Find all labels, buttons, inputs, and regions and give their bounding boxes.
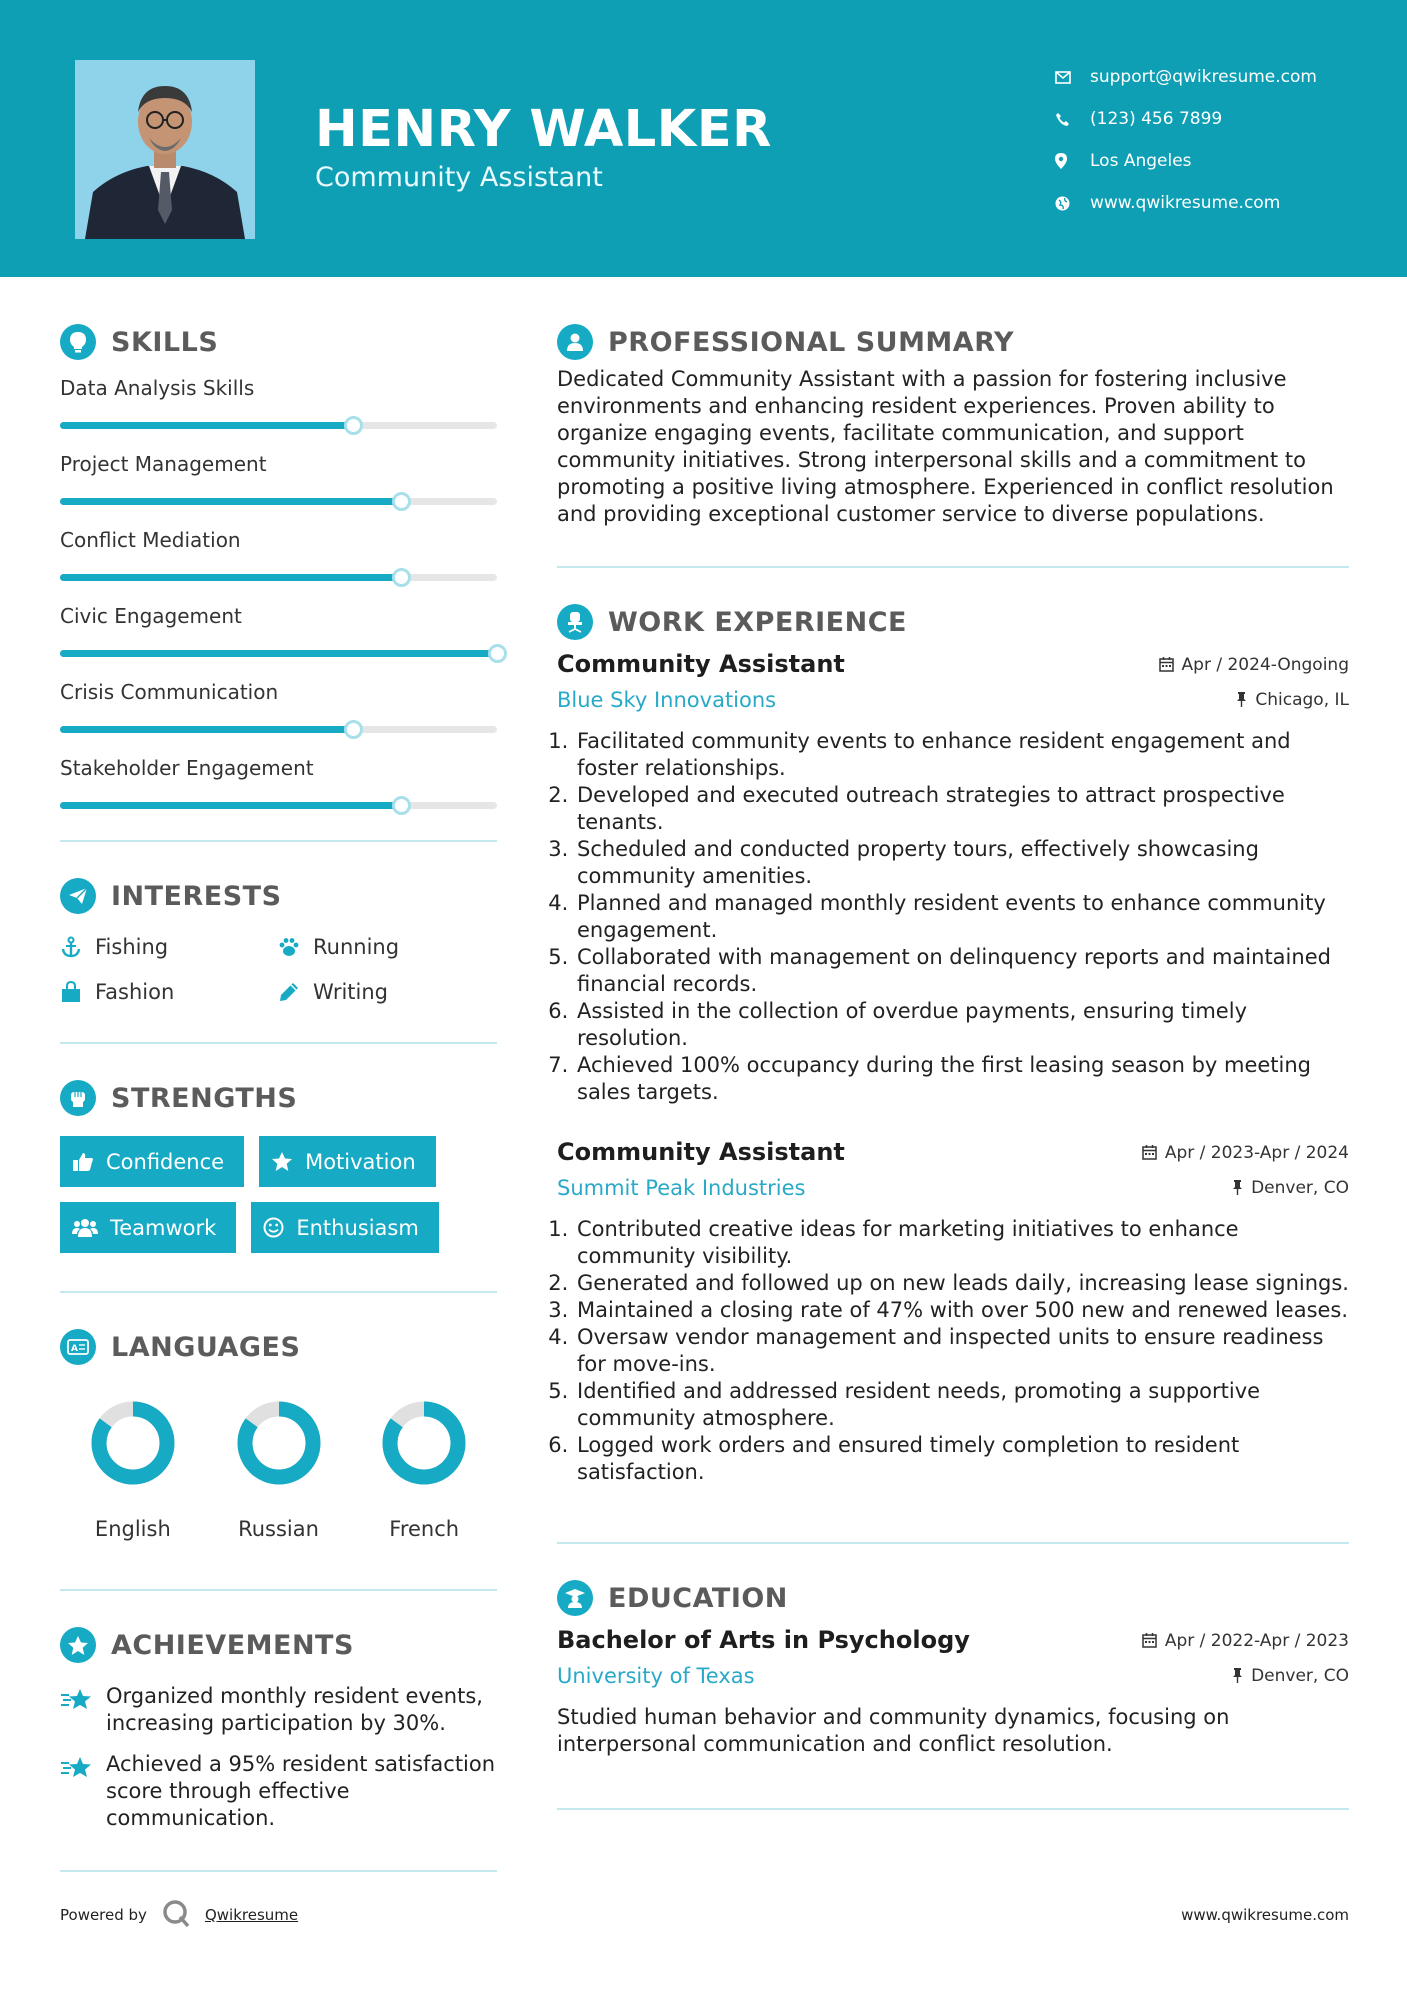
- language-level-ring: [378, 1397, 470, 1489]
- interest-label: Fishing: [95, 934, 169, 959]
- job-bullets: [557, 1216, 1349, 1486]
- skill-bar-fill: [60, 726, 353, 733]
- envelope-icon: [1055, 71, 1090, 84]
- job-bullets: [557, 728, 1349, 1106]
- summary-header: [557, 318, 1349, 366]
- languages-header: [60, 1323, 497, 1371]
- job-bullet: 2. Generated and followed up on new leads daily, increasing lease signings.: [575, 1270, 1349, 1297]
- language-item: [206, 1397, 352, 1541]
- fist-icon: [60, 1080, 96, 1116]
- strength-tag: [251, 1202, 438, 1253]
- candidate-name: HENRY WALKER: [315, 100, 772, 159]
- education-date-text: Apr / 2022-Apr / 2023: [1164, 1630, 1349, 1651]
- lightbulb-icon: [60, 324, 96, 360]
- graduate-icon: [557, 1580, 593, 1616]
- skill-item: [60, 528, 497, 594]
- skill-bar-fill: [60, 802, 401, 809]
- language-level-ring: [87, 1397, 179, 1489]
- job-bullet: 3. Scheduled and conducted property tours, effectively showcasing community amenities.: [575, 836, 1349, 890]
- pushpin-icon: [1232, 1180, 1243, 1195]
- job-location: [1232, 1178, 1349, 1198]
- calendar-icon: [1142, 1145, 1157, 1160]
- pushpin-icon: [1232, 1668, 1243, 1683]
- job-bullet: 6. Assisted in the collection of overdue payments, ensuring timely resolution.: [575, 998, 1349, 1052]
- strength-label: Enthusiasm: [296, 1215, 419, 1240]
- section-divider: [557, 1542, 1349, 1544]
- achievement-item: [60, 1683, 497, 1737]
- languages-list: [60, 1397, 497, 1541]
- section-divider: [557, 1808, 1349, 1810]
- skill-label: Data Analysis Skills: [60, 376, 255, 400]
- skill-bar: [60, 574, 497, 581]
- job-title: Community Assistant: [557, 650, 845, 678]
- interests-header: [60, 872, 497, 920]
- experience-title: WORK EXPERIENCE: [608, 606, 907, 638]
- skill-label: Civic Engagement: [60, 604, 242, 628]
- languages-title: LANGUAGES: [111, 1331, 301, 1363]
- skill-label: Crisis Communication: [60, 680, 279, 704]
- thumbs-up-icon: [72, 1152, 94, 1172]
- job-bullet: 4. Oversaw vendor management and inspected units to ensure readiness for move-ins.: [575, 1324, 1349, 1378]
- summary-title: PROFESSIONAL SUMMARY: [608, 326, 1015, 358]
- skill-bar-knob: [344, 416, 363, 435]
- globe-icon: [1055, 196, 1090, 211]
- job-bullet: 5. Identified and addressed resident needs, promoting a supportive community atmosphere.: [575, 1378, 1349, 1432]
- skill-bar-fill: [60, 650, 497, 657]
- language-item: [60, 1397, 206, 1541]
- education-location: [1232, 1666, 1349, 1686]
- skill-label: Stakeholder Engagement: [60, 756, 314, 780]
- education-description: Studied human behavior and community dynamics, focusing on interpersonal communication and conflict resolution.: [557, 1705, 1230, 1756]
- phone-icon: [1055, 112, 1090, 127]
- calendar-icon: [1142, 1633, 1157, 1648]
- star-icon: [271, 1151, 293, 1172]
- achievement-text: Achieved a 95% resident satisfaction score through effective communication.: [106, 1752, 496, 1830]
- skill-bar: [60, 422, 497, 429]
- skill-label: Conflict Mediation: [60, 528, 241, 552]
- skill-bar-knob: [392, 492, 411, 511]
- strength-tag: [60, 1202, 236, 1253]
- contact-email-text: support@qwikresume.com: [1090, 67, 1317, 87]
- job-title: Community Assistant: [557, 1138, 845, 1166]
- svg-text:A: A: [71, 1344, 78, 1354]
- strength-label: Teamwork: [110, 1215, 217, 1240]
- education-title: EDUCATION: [608, 1582, 788, 1614]
- anchor-icon: [60, 936, 95, 958]
- resume-header: [0, 0, 1407, 277]
- skill-bar-fill: [60, 574, 401, 581]
- interest-item: [278, 977, 496, 1006]
- job-bullet: 3. Maintained a closing rate of 47% with over 500 new and renewed leases.: [575, 1297, 1349, 1324]
- strengths-title: STRENGTHS: [111, 1082, 298, 1114]
- contact-phone-text: (123) 456 7899: [1090, 109, 1223, 129]
- interests-title: INTERESTS: [111, 880, 282, 912]
- contact-website[interactable]: [1055, 182, 1317, 224]
- interest-label: Fashion: [95, 979, 175, 1004]
- education-header: [557, 1574, 1349, 1622]
- job-date: [1159, 655, 1349, 675]
- interest-label: Running: [313, 934, 400, 959]
- achievements-header: [60, 1621, 497, 1669]
- right-column: [557, 318, 1349, 1810]
- achievement-text: Organized monthly resident events, increasing participation by 30%.: [106, 1684, 483, 1735]
- strength-label: Confidence: [106, 1149, 225, 1174]
- users-icon: [72, 1218, 98, 1238]
- job-bullet: 2. Developed and executed outreach strategies to attract prospective tenants.: [575, 782, 1349, 836]
- profile-photo: [75, 60, 255, 239]
- skill-bar: [60, 650, 497, 657]
- job-bullet: 4. Planned and managed monthly resident events to enhance community engagement.: [575, 890, 1349, 944]
- language-label: Russian: [238, 1517, 319, 1541]
- interest-item: [278, 932, 496, 961]
- achievement-item: [60, 1751, 497, 1832]
- shopping-bag-icon: [60, 981, 95, 1003]
- interest-item: [60, 932, 278, 961]
- contact-location-text: Los Angeles: [1090, 151, 1192, 171]
- education-date: [1142, 1631, 1349, 1651]
- job-bullet: 6. Logged work orders and ensured timely completion to resident satisfaction.: [575, 1432, 1349, 1486]
- experience-header: [557, 598, 1349, 646]
- job-date-text: Apr / 2023-Apr / 2024: [1164, 1142, 1349, 1163]
- skill-item: [60, 680, 497, 746]
- job-location-text: Chicago, IL: [1255, 689, 1349, 710]
- skills-list: [60, 376, 497, 822]
- skill-label: Project Management: [60, 452, 267, 476]
- achievements-title: ACHIEVEMENTS: [111, 1629, 354, 1661]
- smile-icon: [263, 1217, 284, 1238]
- contact-location: [1055, 140, 1317, 182]
- star-badge-icon: [60, 1627, 96, 1663]
- skill-bar-knob: [392, 568, 411, 587]
- office-chair-icon: [557, 604, 593, 640]
- footer-powered-by: [60, 1898, 298, 1932]
- candidate-role: Community Assistant: [315, 162, 603, 193]
- interest-label: Writing: [313, 979, 388, 1004]
- job-bullet: 7. Achieved 100% occupancy during the first leasing season by meeting sales targets.: [575, 1052, 1349, 1106]
- contact-website-text: www.qwikresume.com: [1090, 193, 1281, 213]
- section-divider: [60, 1870, 497, 1872]
- skill-item: [60, 604, 497, 670]
- brand-link[interactable]: Qwikresume: [204, 1906, 299, 1924]
- school-name: University of Texas: [557, 1664, 755, 1688]
- job-company: Blue Sky Innovations: [557, 688, 777, 712]
- section-divider: [60, 1042, 497, 1044]
- job-entry: [557, 650, 1349, 1106]
- job-company: Summit Peak Industries: [557, 1176, 806, 1200]
- job-location-text: Denver, CO: [1251, 1177, 1349, 1198]
- skill-bar: [60, 498, 497, 505]
- skill-bar-knob: [392, 796, 411, 815]
- skill-item: [60, 756, 497, 822]
- contact-phone[interactable]: [1055, 98, 1317, 140]
- job-bullet: 1. Contributed creative ideas for marketing initiatives to enhance community visibility.: [575, 1216, 1349, 1270]
- degree-title: Bachelor of Arts in Psychology: [557, 1626, 970, 1654]
- contact-list: [1055, 56, 1317, 224]
- section-divider: [60, 1589, 497, 1591]
- skill-bar: [60, 726, 497, 733]
- section-divider: [557, 566, 1349, 568]
- calendar-icon: [1159, 657, 1174, 672]
- language-item: [351, 1397, 497, 1541]
- paw-icon: [278, 936, 313, 958]
- language-level-ring: [233, 1397, 325, 1489]
- powered-by-label: Powered by: [60, 1906, 147, 1924]
- footer-website[interactable]: www.qwikresume.com: [1181, 1906, 1349, 1924]
- section-divider: [60, 840, 497, 842]
- qwikresume-logo-icon: [161, 1898, 191, 1932]
- strength-tag: [259, 1136, 436, 1187]
- interest-item: [60, 977, 278, 1006]
- skill-bar-fill: [60, 498, 401, 505]
- skill-bar: [60, 802, 497, 809]
- skill-bar-fill: [60, 422, 353, 429]
- pencil-icon: [278, 981, 313, 1003]
- strengths-header: [60, 1074, 497, 1122]
- strength-tag: [60, 1136, 244, 1187]
- contact-email[interactable]: [1055, 56, 1317, 98]
- skill-bar-knob: [344, 720, 363, 739]
- education-entry: [557, 1626, 1349, 1758]
- skills-title: SKILLS: [111, 326, 219, 358]
- skill-item: [60, 376, 497, 442]
- interests-list: [60, 932, 497, 1006]
- strength-label: Motivation: [305, 1149, 416, 1174]
- strengths-list: [60, 1136, 497, 1253]
- job-entry: [557, 1138, 1349, 1486]
- skill-item: [60, 452, 497, 518]
- job-date-text: Apr / 2024-Ongoing: [1181, 654, 1349, 675]
- job-bullet: 5. Collaborated with management on delinquency reports and maintained financial records.: [575, 944, 1349, 998]
- user-icon: [557, 324, 593, 360]
- education-location-text: Denver, CO: [1251, 1665, 1349, 1686]
- skill-bar-knob: [488, 644, 507, 663]
- job-location: [1236, 690, 1349, 710]
- skills-header: [60, 318, 497, 366]
- language-label: French: [389, 1517, 460, 1541]
- shooting-star-icon: [60, 1683, 106, 1737]
- pushpin-icon: [1236, 692, 1247, 707]
- shooting-star-icon: [60, 1751, 106, 1832]
- left-column: [60, 318, 497, 1872]
- summary-text: Dedicated Community Assistant with a passion for fostering inclusive environments and enhancing resident experiences. Proven ability to organize engaging events, facilitate communication, and support community initiatives. Strong interpersonal skills and a commitment to promoting a positive living atmosphere. Experienced in conflict resolution and providing exceptional customer service to diverse populations.: [557, 367, 1334, 526]
- job-date: [1142, 1143, 1349, 1163]
- language-label: English: [94, 1517, 171, 1541]
- paper-plane-icon: [60, 878, 96, 914]
- language-icon: [60, 1329, 96, 1365]
- map-pin-icon: [1055, 153, 1090, 169]
- section-divider: [60, 1291, 497, 1293]
- job-bullet: 1. Facilitated community events to enhance resident engagement and foster relationships.: [575, 728, 1349, 782]
